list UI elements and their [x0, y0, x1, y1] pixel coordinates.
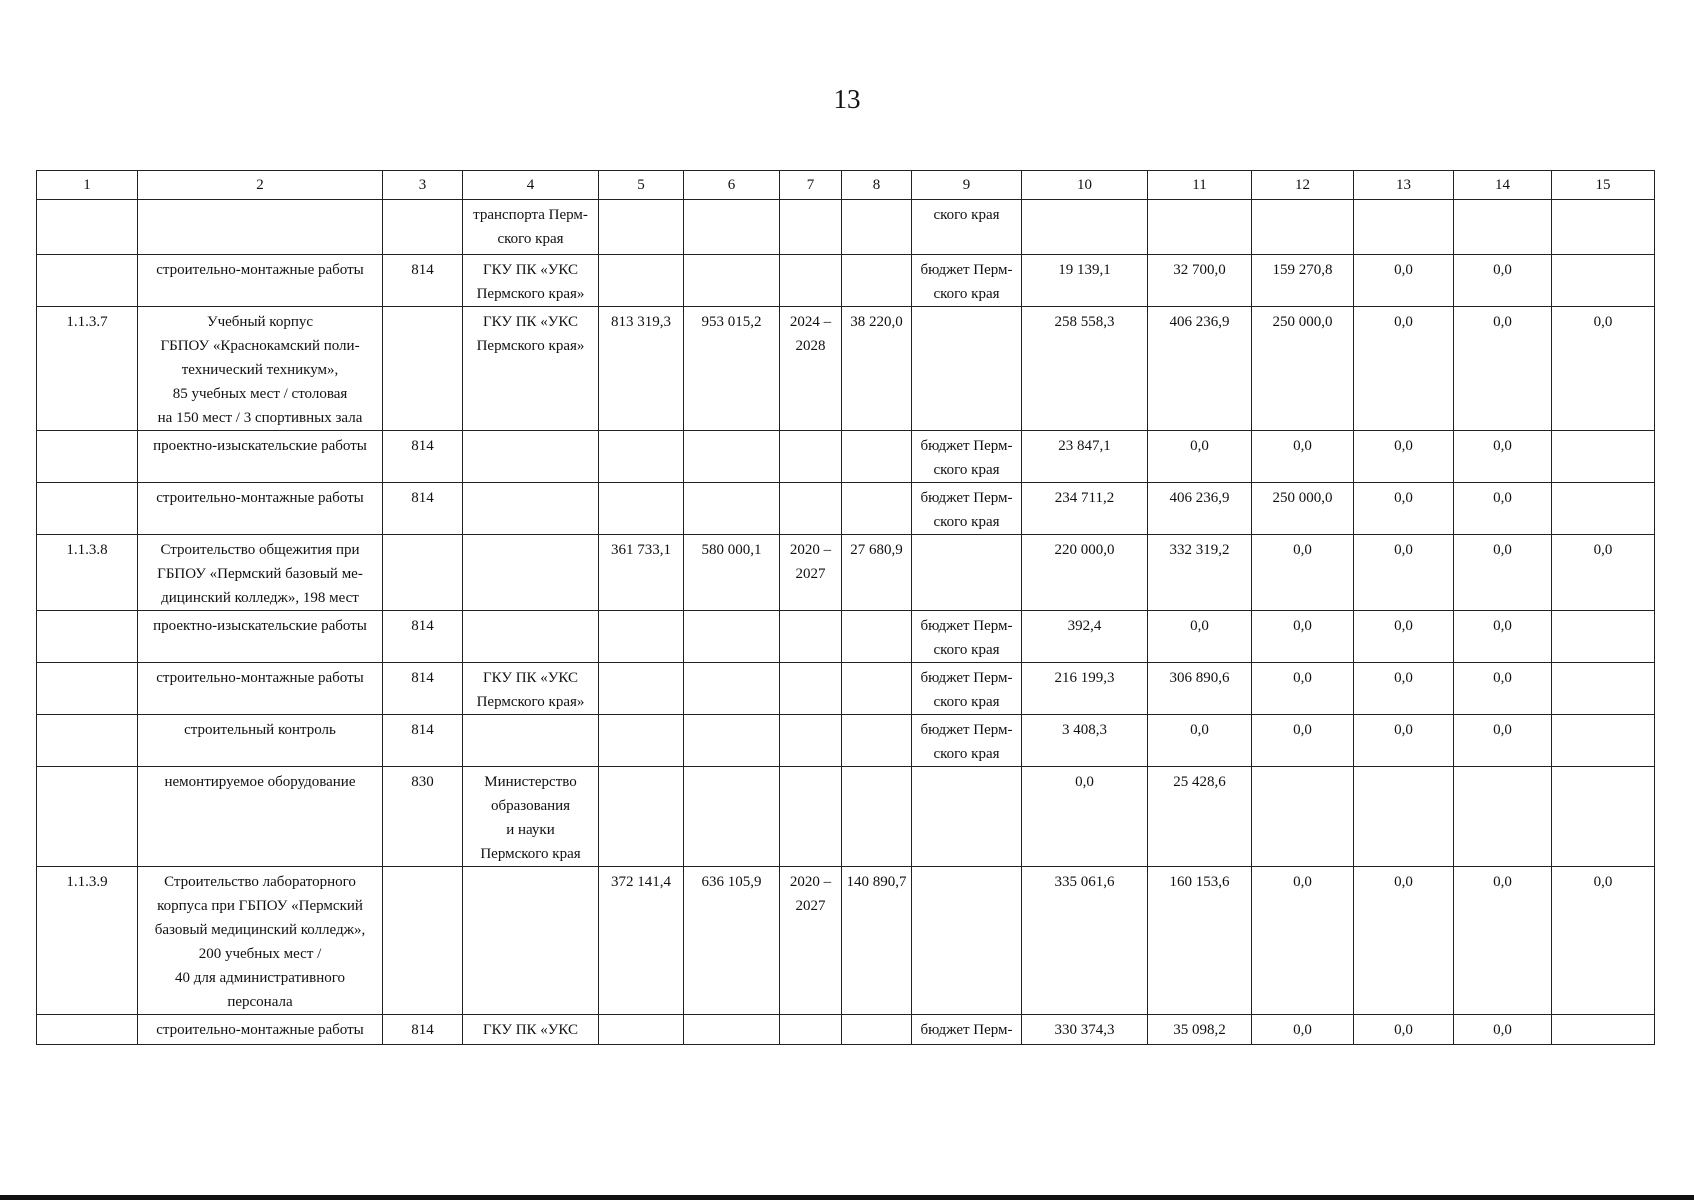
table-cell-col-3 — [383, 200, 463, 255]
table-cell-col-7 — [780, 255, 842, 307]
table-cell-col-2: строительный контроль — [138, 715, 383, 767]
table-cell-col-1: 1.1.3.9 — [37, 867, 138, 1015]
table-cell-col-1 — [37, 255, 138, 307]
table-cell-col-13: 0,0 — [1354, 1015, 1454, 1045]
table-cell-col-7 — [780, 483, 842, 535]
table-cell-col-8: 27 680,9 — [842, 535, 912, 611]
table-cell-col-14: 0,0 — [1454, 483, 1552, 535]
table-row — [37, 715, 1655, 767]
table-cell-col-8 — [842, 1015, 912, 1045]
table-row — [37, 663, 1655, 715]
column-number-cell: 6 — [684, 171, 780, 200]
table-cell-col-1 — [37, 200, 138, 255]
table-cell-col-12: 0,0 — [1252, 663, 1354, 715]
table-cell-col-13: 0,0 — [1354, 715, 1454, 767]
table-cell-col-12: 159 270,8 — [1252, 255, 1354, 307]
table-cell-col-2: строительно-монтажные работы — [138, 663, 383, 715]
table-cell-col-14: 0,0 — [1454, 307, 1552, 431]
table-row — [37, 431, 1655, 483]
table-cell-col-3: 814 — [383, 483, 463, 535]
table-cell-col-5 — [599, 767, 684, 867]
table-cell-col-6 — [684, 715, 780, 767]
table-cell-col-7: 2024 – 2028 — [780, 307, 842, 431]
table-cell-col-6: 953 015,2 — [684, 307, 780, 431]
table-cell-col-10: 258 558,3 — [1022, 307, 1148, 431]
table-cell-col-2: немонтируемое оборудование — [138, 767, 383, 867]
table-cell-col-14: 0,0 — [1454, 535, 1552, 611]
table-row — [37, 1015, 1655, 1045]
table-cell-col-4 — [463, 867, 599, 1015]
table-cell-col-15 — [1552, 715, 1655, 767]
table-cell-col-9 — [912, 767, 1022, 867]
table-cell-col-15 — [1552, 1015, 1655, 1045]
table-cell-col-12: 0,0 — [1252, 611, 1354, 663]
table-cell-col-8 — [842, 663, 912, 715]
column-number-cell: 11 — [1148, 171, 1252, 200]
table-cell-col-14: 0,0 — [1454, 663, 1552, 715]
table-cell-col-5 — [599, 663, 684, 715]
table-cell-col-15 — [1552, 431, 1655, 483]
table-cell-col-11: 0,0 — [1148, 715, 1252, 767]
table-cell-col-1 — [37, 611, 138, 663]
table-cell-col-10: 0,0 — [1022, 767, 1148, 867]
table-row — [37, 611, 1655, 663]
table-row — [37, 767, 1655, 867]
table-cell-col-7: 2020 – 2027 — [780, 535, 842, 611]
table-cell-col-13: 0,0 — [1354, 867, 1454, 1015]
table-cell-col-4 — [463, 431, 599, 483]
table-cell-col-6: 636 105,9 — [684, 867, 780, 1015]
column-number-cell: 13 — [1354, 171, 1454, 200]
column-number-cell: 12 — [1252, 171, 1354, 200]
table-cell-col-8 — [842, 483, 912, 535]
table-cell-col-8: 38 220,0 — [842, 307, 912, 431]
table-cell-col-7 — [780, 663, 842, 715]
table-cell-col-9: бюджет Перм- ского края — [912, 431, 1022, 483]
table-cell-col-15 — [1552, 767, 1655, 867]
table-cell-col-2 — [138, 200, 383, 255]
table-cell-col-7 — [780, 200, 842, 255]
table-cell-col-2: строительно-монтажные работы — [138, 255, 383, 307]
table-cell-col-3: 814 — [383, 431, 463, 483]
table-cell-col-13 — [1354, 767, 1454, 867]
table-cell-col-2: проектно-изыскательские работы — [138, 431, 383, 483]
table-cell-col-2: Строительство лабораторного корпуса при ГБПОУ «Пермский базовый медицинский колледж», 200 учебных мест / 40 для административного персонала — [138, 867, 383, 1015]
table-cell-col-1 — [37, 1015, 138, 1045]
table-cell-col-4: ГКУ ПК «УКС Пермского края» — [463, 307, 599, 431]
table-cell-col-5 — [599, 255, 684, 307]
table-cell-col-11: 0,0 — [1148, 431, 1252, 483]
table-cell-col-15: 0,0 — [1552, 867, 1655, 1015]
table-cell-col-9: бюджет Перм- ского края — [912, 663, 1022, 715]
table-cell-col-8 — [842, 611, 912, 663]
table-cell-col-7 — [780, 431, 842, 483]
table-cell-col-3 — [383, 307, 463, 431]
table-cell-col-15 — [1552, 663, 1655, 715]
table-cell-col-13 — [1354, 200, 1454, 255]
table-cell-col-14: 0,0 — [1454, 867, 1552, 1015]
table-cell-col-5: 372 141,4 — [599, 867, 684, 1015]
table-cell-col-15 — [1552, 255, 1655, 307]
table-cell-col-11: 25 428,6 — [1148, 767, 1252, 867]
table-cell-col-14: 0,0 — [1454, 611, 1552, 663]
table-cell-col-8 — [842, 200, 912, 255]
table-cell-col-1 — [37, 431, 138, 483]
table-cell-col-4: Министерство образования и науки Пермского края — [463, 767, 599, 867]
table-cell-col-6 — [684, 255, 780, 307]
table-cell-col-6: 580 000,1 — [684, 535, 780, 611]
table-cell-col-7 — [780, 1015, 842, 1045]
table-cell-col-7 — [780, 767, 842, 867]
table-cell-col-2: строительно-монтажные работы — [138, 1015, 383, 1045]
table-cell-col-2: проектно-изыскательские работы — [138, 611, 383, 663]
table-row — [37, 483, 1655, 535]
table-cell-col-9 — [912, 535, 1022, 611]
column-number-cell: 8 — [842, 171, 912, 200]
table-cell-col-6 — [684, 431, 780, 483]
table-cell-col-4: транспорта Перм- ского края — [463, 200, 599, 255]
table-cell-col-4 — [463, 535, 599, 611]
table-cell-col-13: 0,0 — [1354, 483, 1454, 535]
table-cell-col-6 — [684, 663, 780, 715]
column-number-cell: 1 — [37, 171, 138, 200]
table-cell-col-3: 814 — [383, 715, 463, 767]
table-cell-col-13: 0,0 — [1354, 431, 1454, 483]
table-row — [37, 200, 1655, 255]
table-row — [37, 255, 1655, 307]
table-cell-col-3: 814 — [383, 255, 463, 307]
table-cell-col-6 — [684, 611, 780, 663]
column-number-row — [37, 171, 1655, 200]
column-number-cell: 10 — [1022, 171, 1148, 200]
table-cell-col-7 — [780, 715, 842, 767]
table-cell-col-4: ГКУ ПК «УКС — [463, 1015, 599, 1045]
table-cell-col-11: 35 098,2 — [1148, 1015, 1252, 1045]
table-cell-col-1: 1.1.3.7 — [37, 307, 138, 431]
table-cell-col-6 — [684, 200, 780, 255]
table-cell-col-13: 0,0 — [1354, 663, 1454, 715]
table-cell-col-9 — [912, 307, 1022, 431]
table-cell-col-5 — [599, 715, 684, 767]
table-cell-col-13: 0,0 — [1354, 611, 1454, 663]
column-number-cell: 2 — [138, 171, 383, 200]
table-cell-col-15 — [1552, 200, 1655, 255]
scan-edge-bar — [0, 1195, 1694, 1200]
table-cell-col-2: Строительство общежития при ГБПОУ «Пермский базовый ме- дицинский колледж», 198 мест — [138, 535, 383, 611]
table-cell-col-9: бюджет Перм- ского края — [912, 715, 1022, 767]
table-cell-col-6 — [684, 1015, 780, 1045]
table-cell-col-12 — [1252, 767, 1354, 867]
table-cell-col-5: 361 733,1 — [599, 535, 684, 611]
table-cell-col-4 — [463, 483, 599, 535]
table-cell-col-9: бюджет Перм- ского края — [912, 255, 1022, 307]
table-cell-col-10: 19 139,1 — [1022, 255, 1148, 307]
table-cell-col-3 — [383, 535, 463, 611]
table-cell-col-11: 406 236,9 — [1148, 307, 1252, 431]
table-cell-col-11: 306 890,6 — [1148, 663, 1252, 715]
column-number-cell: 5 — [599, 171, 684, 200]
program-table — [36, 170, 1655, 1045]
table-cell-col-15 — [1552, 483, 1655, 535]
table-cell-col-9: бюджет Перм- — [912, 1015, 1022, 1045]
table-cell-col-3: 814 — [383, 663, 463, 715]
table-cell-col-14 — [1454, 767, 1552, 867]
table-cell-col-10: 234 711,2 — [1022, 483, 1148, 535]
table-cell-col-15: 0,0 — [1552, 307, 1655, 431]
table-cell-col-9: бюджет Перм- ского края — [912, 483, 1022, 535]
table-row — [37, 867, 1655, 1015]
page-number: 13 — [833, 84, 861, 114]
table-cell-col-11: 406 236,9 — [1148, 483, 1252, 535]
table-cell-col-1 — [37, 715, 138, 767]
column-number-cell: 3 — [383, 171, 463, 200]
table-cell-col-8 — [842, 715, 912, 767]
table-cell-col-11: 0,0 — [1148, 611, 1252, 663]
table-cell-col-11: 32 700,0 — [1148, 255, 1252, 307]
table-cell-col-5 — [599, 1015, 684, 1045]
table-cell-col-8 — [842, 767, 912, 867]
table-cell-col-8 — [842, 255, 912, 307]
table-cell-col-4 — [463, 611, 599, 663]
column-number-cell: 7 — [780, 171, 842, 200]
column-number-cell: 14 — [1454, 171, 1552, 200]
table-cell-col-4: ГКУ ПК «УКС Пермского края» — [463, 255, 599, 307]
table-cell-col-7 — [780, 611, 842, 663]
table-cell-col-13: 0,0 — [1354, 535, 1454, 611]
table-cell-col-10: 330 374,3 — [1022, 1015, 1148, 1045]
table-cell-col-10: 216 199,3 — [1022, 663, 1148, 715]
table-cell-col-14: 0,0 — [1454, 255, 1552, 307]
table-cell-col-14: 0,0 — [1454, 1015, 1552, 1045]
table-cell-col-10: 335 061,6 — [1022, 867, 1148, 1015]
table-cell-col-12: 0,0 — [1252, 715, 1354, 767]
table-cell-col-6 — [684, 767, 780, 867]
table-cell-col-4 — [463, 715, 599, 767]
table-cell-col-10: 392,4 — [1022, 611, 1148, 663]
table-cell-col-12: 250 000,0 — [1252, 307, 1354, 431]
table-cell-col-5 — [599, 200, 684, 255]
table-cell-col-10: 3 408,3 — [1022, 715, 1148, 767]
table-cell-col-2: Учебный корпус ГБПОУ «Краснокамский поли- технический техникум», 85 учебных мест / столовая на 150 мест / 3 спортивных зала — [138, 307, 383, 431]
table-cell-col-12: 0,0 — [1252, 1015, 1354, 1045]
table-row — [37, 307, 1655, 431]
table-row — [37, 535, 1655, 611]
column-number-cell: 9 — [912, 171, 1022, 200]
table-cell-col-3 — [383, 867, 463, 1015]
table-cell-col-12: 0,0 — [1252, 535, 1354, 611]
table-cell-col-2: строительно-монтажные работы — [138, 483, 383, 535]
table-cell-col-1 — [37, 767, 138, 867]
table-cell-col-3: 814 — [383, 611, 463, 663]
table-cell-col-11: 160 153,6 — [1148, 867, 1252, 1015]
table-cell-col-12: 250 000,0 — [1252, 483, 1354, 535]
table-cell-col-5 — [599, 611, 684, 663]
table-cell-col-15 — [1552, 611, 1655, 663]
table-cell-col-13: 0,0 — [1354, 255, 1454, 307]
table-cell-col-9: бюджет Перм- ского края — [912, 611, 1022, 663]
table-cell-col-10: 220 000,0 — [1022, 535, 1148, 611]
table-cell-col-1: 1.1.3.8 — [37, 535, 138, 611]
table-cell-col-11 — [1148, 200, 1252, 255]
table-cell-col-6 — [684, 483, 780, 535]
table-cell-col-8: 140 890,7 — [842, 867, 912, 1015]
table-cell-col-5 — [599, 431, 684, 483]
table-cell-col-13: 0,0 — [1354, 307, 1454, 431]
table-cell-col-8 — [842, 431, 912, 483]
table-cell-col-9: ского края — [912, 200, 1022, 255]
table-cell-col-15: 0,0 — [1552, 535, 1655, 611]
table-cell-col-5 — [599, 483, 684, 535]
table-cell-col-14: 0,0 — [1454, 715, 1552, 767]
table-cell-col-14 — [1454, 200, 1552, 255]
column-number-cell: 4 — [463, 171, 599, 200]
table-cell-col-12: 0,0 — [1252, 867, 1354, 1015]
table-cell-col-3: 814 — [383, 1015, 463, 1045]
table-cell-col-7: 2020 – 2027 — [780, 867, 842, 1015]
table-cell-col-12 — [1252, 200, 1354, 255]
table-cell-col-9 — [912, 867, 1022, 1015]
table-cell-col-5: 813 319,3 — [599, 307, 684, 431]
table-cell-col-10: 23 847,1 — [1022, 431, 1148, 483]
table-cell-col-1 — [37, 663, 138, 715]
table-cell-col-14: 0,0 — [1454, 431, 1552, 483]
table-cell-col-1 — [37, 483, 138, 535]
table-cell-col-3: 830 — [383, 767, 463, 867]
table-cell-col-10 — [1022, 200, 1148, 255]
table-cell-col-12: 0,0 — [1252, 431, 1354, 483]
table-cell-col-11: 332 319,2 — [1148, 535, 1252, 611]
table-cell-col-4: ГКУ ПК «УКС Пермского края» — [463, 663, 599, 715]
column-number-cell: 15 — [1552, 171, 1655, 200]
